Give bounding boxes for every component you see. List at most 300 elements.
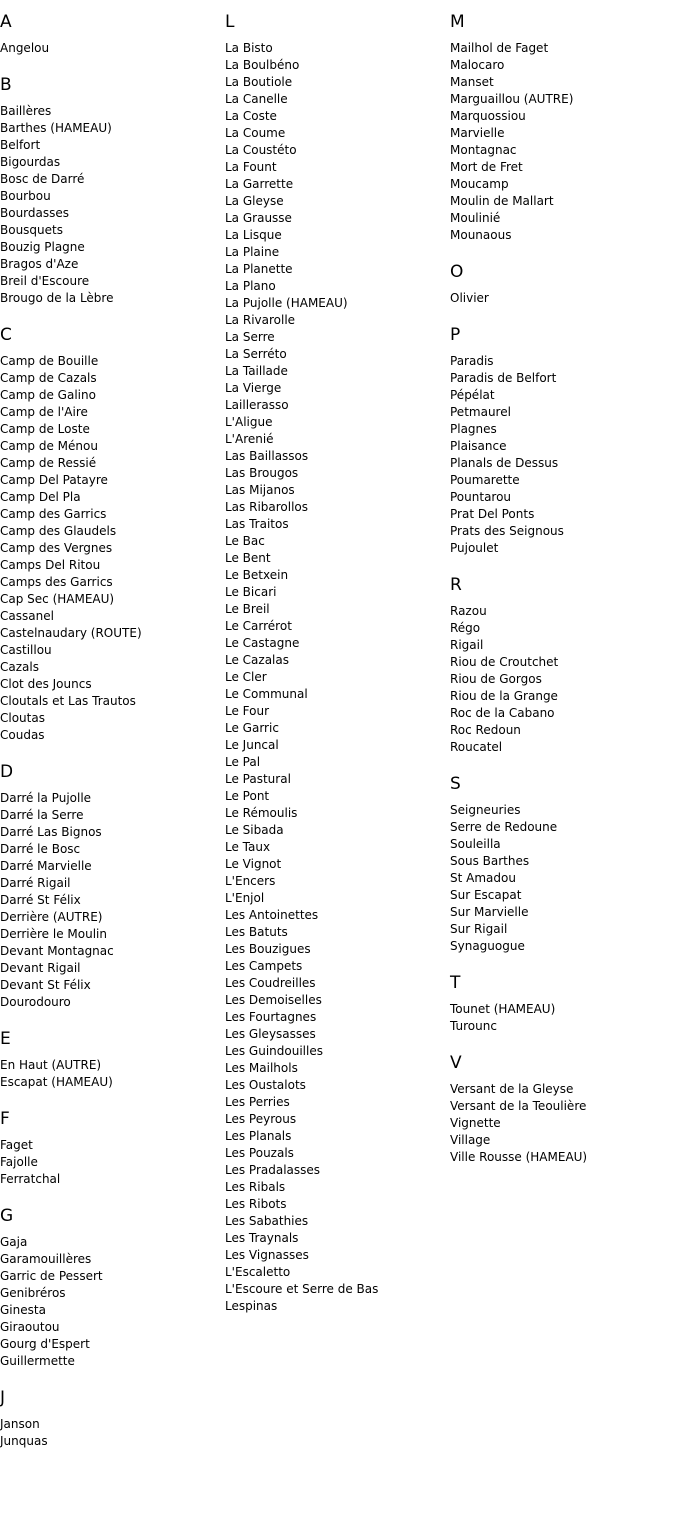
place-link[interactable]: Les Batuts [225,925,288,939]
place-link[interactable]: Giraoutou [0,1320,60,1334]
place-link[interactable]: Sous Barthes [450,854,530,868]
list-item [0,205,222,222]
list-item [225,601,447,618]
place-link[interactable]: Bragos d'Aze [0,257,79,271]
place-link[interactable]: Sur Rigail [450,922,508,936]
list-item [225,431,447,448]
place-link[interactable]: Sur Marvielle [450,905,529,919]
list-item [0,557,222,574]
place-link[interactable]: Rigail [450,638,484,652]
place-list [0,353,222,744]
letter-group-p [450,323,672,557]
list-item [450,438,672,455]
place-link[interactable]: Le Bicari [225,585,277,599]
place-link[interactable]: Le Cler [225,670,267,684]
list-item [225,244,447,261]
place-link[interactable]: Darré Marvielle [0,859,92,873]
place-link[interactable]: Les Ribots [225,1197,287,1211]
place-link[interactable]: Faget [0,1138,33,1152]
list-item [225,1281,447,1298]
place-link[interactable]: Les Pradalasses [225,1163,321,1177]
place-link[interactable]: Le Betxein [225,568,289,582]
place-link[interactable]: Gaja [0,1235,28,1249]
letter-group-g [0,1204,222,1370]
place-link[interactable]: Clot des Jouncs [0,677,92,691]
list-item [0,1234,222,1251]
place-link[interactable]: Las Baillassos [225,449,309,463]
place-link[interactable]: Moulin de Mallart [450,194,554,208]
list-item [225,975,447,992]
list-item [0,154,222,171]
place-link[interactable]: Les Antoinettes [225,908,319,922]
place-link[interactable]: Las Ribarollos [225,500,309,514]
place-link[interactable]: En Haut (AUTRE) [0,1058,102,1072]
place-link[interactable]: Ville Rousse (HAMEAU) [450,1150,588,1164]
list-item [450,387,672,404]
place-link[interactable]: Darré St Félix [0,893,81,907]
list-item [225,1162,447,1179]
place-link[interactable]: Paradis de Belfort [450,371,557,385]
place-link[interactable]: Les Gleysasses [225,1027,316,1041]
list-item [450,421,672,438]
letter-group-o [450,260,672,307]
place-link[interactable]: Tounet (HAMEAU) [450,1002,556,1016]
place-link[interactable]: Sur Escapat [450,888,522,902]
place-link[interactable]: Les Bouzigues [225,942,311,956]
place-link[interactable]: La Coustéto [225,143,297,157]
place-link[interactable]: Cassanel [0,609,54,623]
place-link[interactable]: L'Aligue [225,415,273,429]
place-link[interactable]: Le Castagne [225,636,300,650]
place-link[interactable]: Les Vignasses [225,1248,309,1262]
list-item [0,472,222,489]
place-link[interactable]: Olivier [450,291,489,305]
place-link[interactable]: Planals de Dessus [450,456,559,470]
place-link[interactable]: Janson [0,1417,40,1431]
place-link[interactable]: Bosc de Darré [0,172,85,186]
place-link[interactable]: Devant Rigail [0,961,81,975]
list-item [0,489,222,506]
list-item [225,108,447,125]
place-link[interactable]: Vignette [450,1116,501,1130]
list-item [0,404,222,421]
list-item [0,1268,222,1285]
place-link[interactable]: Seigneuries [450,803,521,817]
place-link[interactable]: Riou de Gorgos [450,672,542,686]
place-link[interactable]: Le Taux [225,840,271,854]
place-link[interactable]: La Vierge [225,381,282,395]
list-item [450,654,672,671]
list-item [225,227,447,244]
place-link[interactable]: Brougo de la Lèbre [0,291,114,305]
place-link[interactable]: Le Bent [225,551,271,565]
list-item [0,790,222,807]
place-link[interactable]: Le Carrérot [225,619,292,633]
list-item [225,788,447,805]
place-link[interactable]: La Bisto [225,41,273,55]
place-link[interactable]: Plagnes [450,422,497,436]
place-link[interactable]: Régo [450,621,481,635]
place-link[interactable]: La Fount [225,160,277,174]
place-link[interactable]: Montagnac [450,143,517,157]
place-list [450,1001,672,1035]
place-link[interactable]: Junquas [0,1434,48,1448]
place-link[interactable]: Bigourdas [0,155,61,169]
place-link[interactable]: Mailhol de Faget [450,41,549,55]
place-link[interactable]: Camps Del Ritou [0,558,101,572]
place-link[interactable]: Moucamp [450,177,509,191]
place-link[interactable]: Breil d'Escoure [0,274,90,288]
place-link[interactable]: Escapat (HAMEAU) [0,1075,113,1089]
place-link[interactable]: Ferratchal [0,1172,61,1186]
list-item [0,642,222,659]
list-item [450,506,672,523]
place-link[interactable]: Las Traitos [225,517,289,531]
place-link[interactable]: Cazals [0,660,39,674]
list-item [0,1251,222,1268]
place-link[interactable]: Le Pont [225,789,270,803]
place-link[interactable]: Cloutals et Las Trautos [0,694,136,708]
place-link[interactable]: Camp des Vergnes [0,541,113,555]
place-link[interactable]: Malocaro [450,58,505,72]
place-link[interactable]: Serre de Redoune [450,820,558,834]
place-link[interactable]: Les Peyrous [225,1112,297,1126]
place-link[interactable]: Les Perries [225,1095,290,1109]
place-link[interactable]: Camp des Garrics [0,507,107,521]
list-item [0,421,222,438]
list-item [0,574,222,591]
place-list [450,1081,672,1166]
list-item [0,273,222,290]
letter-heading: V [450,1053,462,1073]
place-link[interactable]: La Plano [225,279,276,293]
list-item [225,414,447,431]
place-link[interactable]: Le Rémoulis [225,806,298,820]
list-item [0,727,222,744]
place-link[interactable]: Poumarette [450,473,520,487]
list-item [225,329,447,346]
place-link[interactable]: Le Bac [225,534,265,548]
place-link[interactable]: Cloutas [0,711,45,725]
list-item [225,380,447,397]
place-link[interactable]: Bourbou [0,189,51,203]
place-link[interactable]: Fajolle [0,1155,38,1169]
letter-heading: A [0,12,12,32]
list-item [225,618,447,635]
place-link[interactable]: Darré Las Bignos [0,825,102,839]
place-link[interactable]: Camps des Garrics [0,575,113,589]
list-item [225,482,447,499]
place-link[interactable]: Castillou [0,643,52,657]
list-item [450,108,672,125]
letter-heading: S [450,774,461,794]
list-item [450,938,672,955]
place-link[interactable]: Le Garric [225,721,279,735]
list-item [225,295,447,312]
letter-heading: E [0,1029,11,1049]
place-link[interactable]: Moulinié [450,211,501,225]
place-link[interactable]: Les Fourtagnes [225,1010,317,1024]
place-link[interactable]: Camp Del Patayre [0,473,108,487]
list-item [450,887,672,904]
place-link[interactable]: Camp Del Pla [0,490,81,504]
place-link[interactable]: Le Communal [225,687,308,701]
list-item [0,438,222,455]
place-link[interactable]: La Boulbéno [225,58,300,72]
list-item [0,1285,222,1302]
place-link[interactable]: Lespinas [225,1299,278,1313]
list-item [0,1137,222,1154]
list-item [450,904,672,921]
place-link[interactable]: Prats des Seignous [450,524,564,538]
list-item [0,103,222,120]
place-link[interactable]: Camp de Ressié [0,456,97,470]
place-list [0,1234,222,1370]
place-link[interactable]: La Lisque [225,228,282,242]
place-link[interactable]: Les Pouzals [225,1146,294,1160]
place-link[interactable]: Les Coudreilles [225,976,316,990]
place-link[interactable]: Darré le Bosc [0,842,81,856]
place-link[interactable]: Genibréros [0,1286,66,1300]
list-item [225,1111,447,1128]
place-link[interactable]: L'Encers [225,874,276,888]
place-link[interactable]: Darré la Pujolle [0,791,92,805]
index-column-2 [225,10,447,1331]
place-link[interactable]: Les Campets [225,959,303,973]
list-item [0,659,222,676]
list-item [225,907,447,924]
place-link[interactable]: Le Pal [225,755,261,769]
place-link[interactable]: Belfort [0,138,41,152]
place-link[interactable]: Derrière le Moulin [0,927,107,941]
place-link[interactable]: Le Vignot [225,857,282,871]
list-item [225,193,447,210]
place-link[interactable]: Camp de Bouille [0,354,99,368]
list-item [0,943,222,960]
place-link[interactable]: Les Sabathies [225,1214,309,1228]
place-link[interactable]: Coudas [0,728,45,742]
place-link[interactable]: St Amadou [450,871,516,885]
list-item [0,120,222,137]
list-item [225,1213,447,1230]
place-link[interactable]: Le Sibada [225,823,284,837]
list-item [225,1026,447,1043]
list-item [225,890,447,907]
place-link[interactable]: Gourg d'Espert [0,1337,90,1351]
place-list [0,1057,222,1091]
place-link[interactable]: Camp de Ménou [0,439,98,453]
place-link[interactable]: Camp de Cazals [0,371,97,385]
place-link[interactable]: Laillerasso [225,398,289,412]
place-link[interactable]: La Pujolle (HAMEAU) [225,296,348,310]
place-link[interactable]: Barthes (HAMEAU) [0,121,112,135]
list-item [0,290,222,307]
place-link[interactable]: Versant de la Gleyse [450,1082,574,1096]
place-link[interactable]: Village [450,1133,491,1147]
list-item [225,40,447,57]
place-link[interactable]: Manset [450,75,494,89]
place-link[interactable]: Pujoulet [450,541,499,555]
place-link[interactable]: L'Escoure et Serre de Bas [225,1282,379,1296]
place-link[interactable]: Roc Redoun [450,723,521,737]
list-item [225,805,447,822]
list-item [0,909,222,926]
place-list [450,290,672,307]
place-link[interactable]: La Grausse [225,211,292,225]
list-item [225,74,447,91]
place-link[interactable]: Plaisance [450,439,507,453]
place-link[interactable]: Derrière (AUTRE) [0,910,103,924]
place-link[interactable]: Paradis [450,354,494,368]
place-link[interactable]: Souleilla [450,837,501,851]
list-item [0,387,222,404]
place-link[interactable]: Les Ribals [225,1180,286,1194]
place-link[interactable]: La Planette [225,262,293,276]
list-item [0,676,222,693]
place-link[interactable]: La Taillade [225,364,288,378]
place-link[interactable]: Bousquets [0,223,63,237]
place-link[interactable]: Devant Montagnac [0,944,114,958]
list-item [450,193,672,210]
place-link[interactable]: Turounc [450,1019,497,1033]
list-item [225,822,447,839]
index-column-1 [0,10,222,1466]
place-list [0,1137,222,1188]
place-link[interactable]: La Garrette [225,177,294,191]
place-link[interactable]: Marquossiou [450,109,526,123]
list-item [450,40,672,57]
list-item [0,591,222,608]
place-link[interactable]: L'Enjol [225,891,265,905]
place-link[interactable]: Garric de Pessert [0,1269,103,1283]
list-item [225,1247,447,1264]
place-link[interactable]: Le Four [225,704,270,718]
place-link[interactable]: La Rivarolle [225,313,296,327]
place-link[interactable]: Ginesta [0,1303,46,1317]
letter-heading: T [450,973,461,993]
place-link[interactable]: Darré Rigail [0,876,71,890]
place-link[interactable]: La Coste [225,109,277,123]
place-link[interactable]: Razou [450,604,487,618]
place-link[interactable]: Synaguogue [450,939,525,953]
place-link[interactable]: Les Planals [225,1129,292,1143]
list-item [450,1081,672,1098]
place-link[interactable]: Les Guindouilles [225,1044,323,1058]
place-link[interactable]: Le Breil [225,602,270,616]
letter-heading: D [0,762,14,782]
list-item [0,137,222,154]
list-item [0,926,222,943]
place-link[interactable]: Roucatel [450,740,503,754]
place-link[interactable]: Cap Sec (HAMEAU) [0,592,115,606]
place-link[interactable]: Pountarou [450,490,512,504]
place-link[interactable]: Le Pastural [225,772,291,786]
list-item [450,57,672,74]
place-link[interactable]: Bouzig Plagne [0,240,85,254]
place-link[interactable]: Camp de Loste [0,422,90,436]
place-link[interactable]: Las Brougos [225,466,299,480]
place-link[interactable]: Les Traynals [225,1231,299,1245]
place-link[interactable]: Devant St Félix [0,978,91,992]
place-link[interactable]: Camp des Glaudels [0,524,117,538]
list-item [0,977,222,994]
place-link[interactable]: Roc de la Cabano [450,706,555,720]
place-link[interactable]: La Coume [225,126,286,140]
place-link[interactable]: Angelou [0,41,50,55]
list-item [225,839,447,856]
place-link[interactable]: Les Oustalots [225,1078,306,1092]
place-link[interactable]: La Serréto [225,347,287,361]
place-link[interactable]: Prat Del Ponts [450,507,535,521]
place-link[interactable]: Bourdasses [0,206,70,220]
list-item [0,858,222,875]
list-item [0,608,222,625]
place-link[interactable]: Les Mailhols [225,1061,298,1075]
place-link[interactable]: Versant de la Teoulière [450,1099,587,1113]
place-link[interactable]: La Boutiole [225,75,293,89]
list-item [225,1060,447,1077]
list-item [225,992,447,1009]
letter-group-t [450,971,672,1035]
list-item [225,57,447,74]
list-item [0,540,222,557]
place-link[interactable]: L'Escaletto [225,1265,291,1279]
place-link[interactable]: Le Cazalas [225,653,289,667]
place-link[interactable]: Guillermette [0,1354,75,1368]
letter-heading: J [0,1388,6,1408]
list-item [225,669,447,686]
letter-group-f [0,1107,222,1188]
place-link[interactable]: La Canelle [225,92,288,106]
place-link[interactable]: Marvielle [450,126,505,140]
place-link[interactable]: La Gleyse [225,194,284,208]
place-link[interactable]: Riou de la Grange [450,689,558,703]
place-link[interactable]: Camp de l'Aire [0,405,88,419]
list-item [225,448,447,465]
place-link[interactable]: La Serre [225,330,275,344]
list-item [450,671,672,688]
place-link[interactable]: Baillères [0,104,52,118]
list-item [0,693,222,710]
list-item [225,142,447,159]
place-link[interactable]: Castelnaudary (ROUTE) [0,626,142,640]
place-link[interactable]: L'Arenié [225,432,274,446]
place-list [0,40,222,57]
place-link[interactable]: Les Demoiselles [225,993,322,1007]
letter-group-c [0,323,222,744]
list-item [0,1353,222,1370]
list-item [450,603,672,620]
place-link[interactable]: Mounaous [450,228,512,242]
place-link[interactable]: Dourodouro [0,995,71,1009]
place-link[interactable]: Marguaillou (AUTRE) [450,92,574,106]
list-item [450,705,672,722]
place-link[interactable]: Garamouillères [0,1252,92,1266]
place-link[interactable]: Pépélat [450,388,495,402]
place-link[interactable]: Mort de Fret [450,160,523,174]
place-link[interactable]: Petmaurel [450,405,511,419]
list-item [0,239,222,256]
list-item [225,125,447,142]
list-item [225,550,447,567]
place-link[interactable]: Las Mijanos [225,483,295,497]
place-link[interactable]: Camp de Galino [0,388,96,402]
place-link[interactable]: Riou de Croutchet [450,655,559,669]
list-item [225,1179,447,1196]
place-link[interactable]: Darré la Serre [0,808,84,822]
place-link[interactable]: Le Juncal [225,738,279,752]
place-link[interactable]: La Plaine [225,245,280,259]
